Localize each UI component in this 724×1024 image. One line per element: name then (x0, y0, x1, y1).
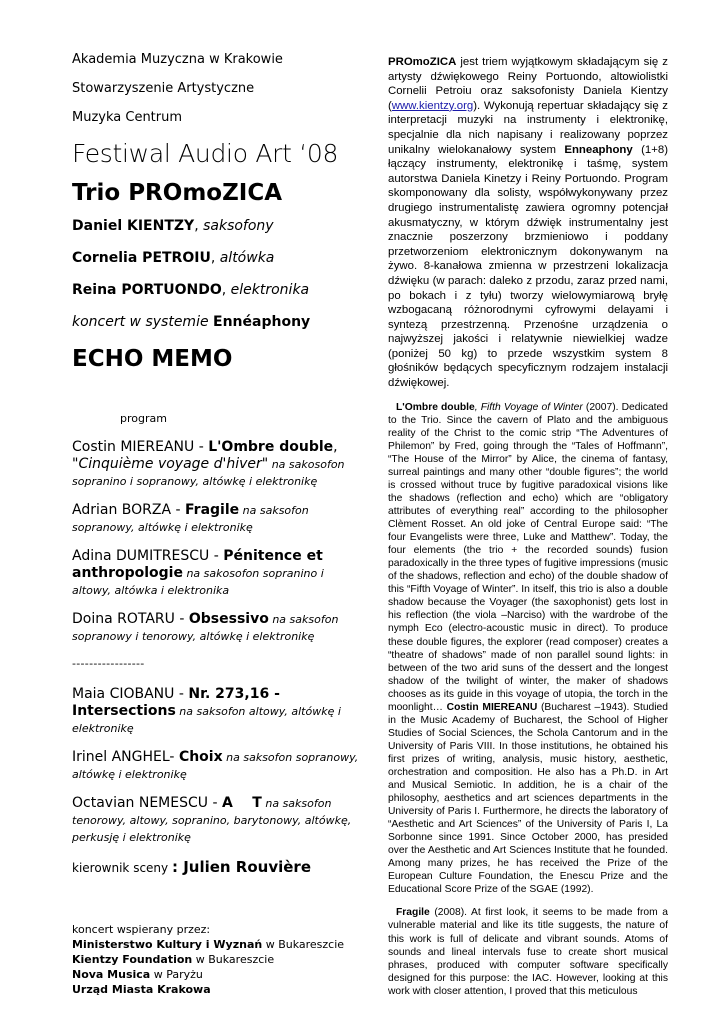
program-column (72, 52, 362, 876)
program-item-rotaru: Doina ROTARU - Obsessivo na saksofon sopranowy i tenorowy, altówkę i elektronikę (72, 611, 339, 643)
performer-petroiu: Cornelia PETROIU, altówka (72, 250, 275, 266)
ensemble-description: PROmoZICA jest triem wyjątkowym składającym się z artysty dźwiękowego Reiny Portuondo, altowiolistki Cornelii Petroiu oraz saksofonisty Daniela Kientzy (www.kientzy.org). Wykonują repertuar składający się z interpretacji muzyki na instrumenty i elektronikę, specjalnie dla nich napisany i realizowany poprzez unikalny wielokanałowy system Enneaphony (1+8) łączący instrumenty, elektronikę i taśmę, system autorstwa Daniela Kinetzy i Reiny Portuondo. Program skomponowany dla solisty, współwykonywany przez drugiego instrumentalistę zawiera ogromny potencjał akusmatyczny, w którym dźwięk instrumentalny jest znacznie poszerzony brzmieniowo i poddany przetworzeniom elektronicznym dokonywanym na żywo. 8-kanałowa zmienna w przestrzeni lokalizacja dźwięku (w parach: daleko z przodu, zaraz przed nami, po bokach i z tyłu) tworzy wielowymiarową bryłę wzbogacaną różnorodnymi cyfrowymi delayami i syntezą przestrzenną. Przenośne urządzenia o najwyższej jakości i relatywnie niewielkiej wadze (poniżej 50 kg) to przede wszystkim system 8 głośników będących specyficznym rodzajem instalacji dźwiękowej. (388, 56, 668, 390)
program-item-nemescu: Octavian NEMESCU - A T na saksofon tenorowy, altowy, sopranino, barytonowy, altówkę, perkusję i elektronikę (72, 795, 352, 844)
stage-manager: kierownik sceny : Julien Rouvière (72, 858, 312, 876)
program-item-anghel: Irinel ANGHEL- Choix na saksofon sopranowy, altówkę i elektronikę (72, 749, 359, 781)
system-line: koncert w systemie Ennéaphony (72, 314, 311, 330)
ombre-double-note: L'Ombre double, Fifth Voyage of Winter (2007). Dedicated to the Trio. Since the cavern of Plato and the ambiguous reality of the Christ to the comic strip “The Adventures of Philemon” by Fred, going through the “Tales of Hoffmann”, “The House of the Mirror” by Alice, the cinema of fantasy, surreal paintings and many other “double figures”; the world is crossed without truce by fugitive paradoxical visions like the shadows (reflection and echo) which are “obligatory attributes of everything real” according to the philosopher Clèment Rosset. An old joke of Central Europe said: “The four Evangelists were three, Luke and Matthew”. Today, the four elements (the trio + the recorded sounds) fusion paradoxically in the three types of fugitive impressions (music of the shadows, reflection and echo) of the double shadow of this “Fifth Voyage of Winter”. In itself, this trio is also a double shadow because the Voyager (the saxophonist) gets lost in his reflection (the viola –Narciso) with the wardrobe of the nymph Eco (electro-acoustic music in direct). To produce these double figures, the explorer (read composer) creates a “theatre of shadows” made of non parallel sound lights: in between of the two arid suns of the dessert and the longest shadow of the twilight of winter, the maker of shadows chooses as its guide in this voyage of utopia, the torch in the moonlight… Costin MIEREANU (Bucharest –1943). Studied in the Music Academy of Bucharest, the School of Higher Studies of Social Sciences, the Schola Cantorum and in the University of Paris VIII. In those institutions, he obtained his first prizes of writing, analysis, music history, aesthetic, orchestration and composition. He also has a Ph.D. in Art and Musical Semiotic. In addition, he is a chair of the philosophy, aesthetics and art sciences departments in the University of Paris I. Furthermore, he directs the laboratory of “Aesthetic and Art Sciences” of the University of Paris I, La Sorbonne since 1991. Since October 2000, has presided over the Aesthetic and Art Sciences Institute that he founded. Among many prizes, he has received the Prize of the European Culture Foundation, the Enescu Prize and the Educational Score Prize of the SGAE (1992). (388, 401, 669, 896)
sponsor-item: Ministerstwo Kultury i Wyznań w Bukareszcie (72, 938, 345, 951)
fragile-note: Fragile (2008). At first look, it seems to be made from a vulnerable material and like its title suggests, the nature of this work is full of delicate and vibrant sounds. Atoms of sounds and lineal intervals fuse to create short musical phrases, produced with computer software specifically designed for this purpose: the IAC. However, looking at this work with closer attention, I proved that this meticulous (388, 907, 668, 997)
performer-kientzy: Daniel KIENTZY, saksofony (72, 218, 274, 234)
organization-name: Muzyka Centrum (72, 110, 183, 125)
association-name: Stowarzyszenie Artystyczne (72, 81, 255, 96)
concert-title: ECHO MEMO (72, 346, 233, 372)
sponsor-item: Kientzy Foundation w Bukareszcie (72, 953, 275, 966)
website-link[interactable]: www.kientzy.org (391, 99, 474, 112)
sponsors-intro: koncert wspierany przez: (72, 923, 211, 936)
sponsors (72, 922, 372, 997)
program-item-dumitrescu: Adina DUMITRESCU - Pénitence et anthropologie na sakosofon sopranino i altowy, altówka i elektronika (72, 548, 324, 597)
program-item-mieureanu: Costin MIEREANU - L'Ombre double, "Cinquième voyage d'hiver" na sakosofon sopranino i sopranowy, altówkę i elektronikę (72, 439, 345, 488)
program-item-ciobanu: Maia CIOBANU - Nr. 273,16 - Intersections na saksofon altowy, altówkę i elektronikę (72, 686, 341, 735)
sponsor-item: Nova Musica w Paryżu (72, 968, 203, 981)
program-item-borza: Adrian BORZA - Fragile na saksofon sopranowy, altówkę i elektronikę (72, 502, 309, 534)
ensemble-title: Trio PROmoZICA (72, 180, 282, 206)
festival-title: Festiwal Audio Art ‘08 (72, 139, 339, 168)
description-column (388, 55, 668, 998)
program-label: program (120, 412, 167, 425)
academy-name: Akademia Muzyczna w Krakowie (72, 52, 283, 67)
sponsor-item: Urząd Miasta Krakowa (72, 983, 211, 996)
divider: ----------------- (72, 657, 145, 670)
performer-portuondo: Reina PORTUONDO, elektronika (72, 282, 310, 298)
